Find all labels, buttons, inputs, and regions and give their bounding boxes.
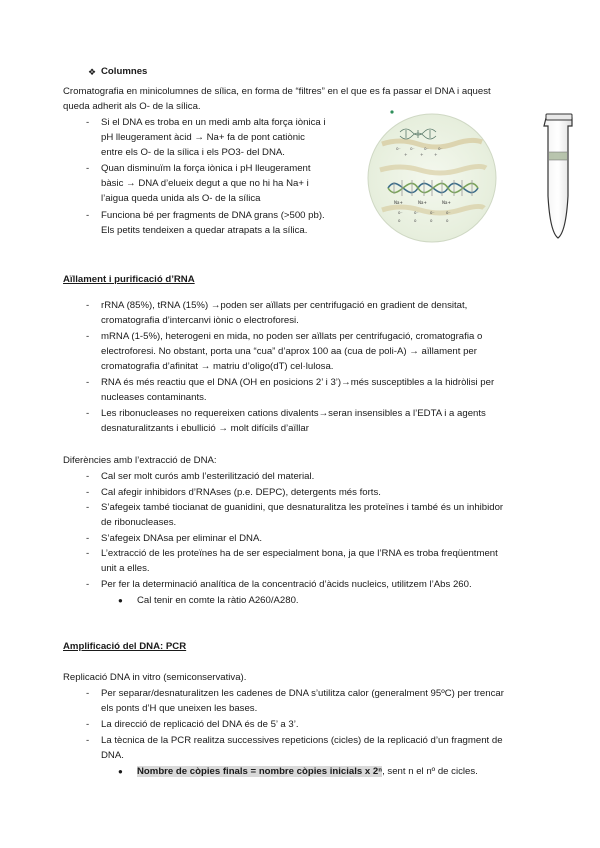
dash-bullet: - [86,719,90,730]
list-item-line: Cal ser molt curós amb l’esterilització del material. [101,471,315,482]
sodium-label: Na+ [394,200,403,205]
svg-text:o: o [446,218,449,223]
list-item-line: de ribonucleases. [101,517,177,528]
list-item-line: l’aigua queda unida als O- de la sílica [101,193,261,204]
list-item-line: Les ribonucleases no requereixen cations divalents→seran insensibles a l’EDTA i a agents [101,408,486,419]
svg-text:o⁻: o⁻ [430,210,435,215]
dash-bullet: - [86,331,90,342]
round-bullet: ● [118,767,123,776]
svg-text:o⁻: o⁻ [438,146,443,151]
list-item-line: cromatografia d’afinitat → matriu d’oligo(dT) cel·lulosa. [101,361,334,372]
dash-bullet: - [86,735,90,746]
section-heading-columnes: Columnes [101,66,148,77]
list-item-line: mRNA (1-5%), heterogeni en mida, no poden ser aïllats per centrifugació, cromatografia o [101,331,483,342]
sub-list-item: Cal tenir en comte la ràtio A260/A280. [137,595,299,606]
svg-text:o⁻: o⁻ [410,146,415,151]
list-item-line: Funciona bé per fragments de DNA grans (>500 pb). [101,210,325,221]
list-item-line: Els petits tendeixen a quedar atrapats a la sílica. [101,225,308,236]
svg-text:+: + [420,152,424,157]
svg-text:o: o [398,218,401,223]
list-item-line: nucleases contaminants. [101,392,207,403]
list-item-line: La tècnica de la PCR realitza successives repeticions (cicles) de la replicació d’un fragment de [101,735,503,746]
paragraph-line: Cromatografia en minicolumnes de sílica, en forma de “filtres” en el que es fa passar el DNA i aquest [63,86,491,97]
formula-line [137,766,478,778]
svg-text:o: o [430,218,433,223]
paragraph-line: Replicació DNA in vitro (semiconservativa). [63,672,247,683]
list-item-line: rRNA (85%), tRNA (15%) →poden ser aïllats per centrifugació en gradient de densitat, [101,300,468,311]
section-heading-pcr: Amplificació del DNA: PCR [63,641,187,652]
paragraph-line: queda adherit als O- de la sílica. [63,101,201,112]
list-item-line: L’extracció de les proteïnes ha de ser especialment bona, ja que l’RNA es troba freqüentment [101,548,498,559]
list-item-line: Si el DNA es troba en un medi amb alta força iònica i [101,117,326,128]
svg-text:o⁻: o⁻ [396,146,401,151]
list-item-line: Per separar/desnaturalitzen les cadenes de DNA s’utilitza calor (generalment 95ºC) per trencar [101,688,504,699]
svg-text:o: o [414,218,417,223]
dash-bullet: - [86,533,90,544]
subsection-heading-diferencies: Diferències amb l’extracció de DNA: [63,455,217,466]
svg-text:o⁻: o⁻ [398,210,403,215]
dash-bullet: - [86,377,90,388]
dash-bullet: - [86,471,90,482]
list-item-line: La direcció de replicació del DNA és de 5’ a 3’. [101,719,299,730]
dash-bullet: - [86,487,90,498]
formula-highlight: Nombre de còpies finals = nombre còpies inicials x 2ⁿ [137,766,383,777]
dash-bullet: - [86,502,90,513]
list-item-line: bàsic → DNA d’elueix degut a que no hi ha Na+ i [101,178,309,189]
list-item-line: cromatografia d’intercanvi iònic o electroforesi. [101,315,299,326]
svg-text:+: + [434,152,438,157]
list-item-line: els ponts d’H que uneixen les bases. [101,703,258,714]
list-item-line: DNA. [101,750,124,761]
four-diamond-icon: ❖ [88,67,97,77]
list-item-line: desnaturalitzants i ebullició → molt difícils d’aïllar [101,423,309,434]
silica-column-illustration [360,100,580,250]
dash-bullet: - [86,210,90,221]
dash-bullet: - [86,300,90,311]
dash-bullet: - [86,163,90,174]
list-item-line: S’afegeix DNAsa per eliminar el DNA. [101,533,263,544]
dash-bullet: - [86,117,90,128]
dash-bullet: - [86,688,90,699]
list-item-line: pH lleugerament àcid → Na+ fa de pont catiònic [101,132,305,143]
dash-bullet: - [86,579,90,590]
dash-bullet: - [86,408,90,419]
svg-text:o⁻: o⁻ [414,210,419,215]
formula-rest: , sent n el nº de cicles. [382,766,478,777]
sodium-label: Na+ [442,200,451,205]
list-item-line: RNA és més reactiu que el DNA (OH en posicions 2’ i 3’)→més susceptibles a la hidròlisi per [101,377,495,388]
list-item-line: Per fer la determinació analítica de la concentració d’àcids nucleics, utilitzem l’Abs 260. [101,579,472,590]
list-item-line: unit a elles. [101,563,150,574]
round-bullet: ● [118,596,123,605]
list-item-line: S’afegeix també tiocianat de guanidini, que desnaturalitza les proteïnes i també és un inhibidor [101,502,504,513]
svg-text:o⁻: o⁻ [446,210,451,215]
section-heading-rna: Aïllament i purificació d’RNA [63,274,195,285]
list-item-line: entre els O- de la sílica i els PO3- del DNA. [101,147,285,158]
list-item-line: electroforesi. No obstant, porta una “cua” d’aprox 100 aa (cua de poli-A) → aïllament per [101,346,477,357]
list-item-line: Quan disminuïm la força iònica i pH lleugerament [101,163,311,174]
svg-text:+: + [404,152,408,157]
sodium-label: Na+ [418,200,427,205]
list-item-line: Cal afegir inhibidors d’RNAses (p.e. DEPC), detergents més forts. [101,487,381,498]
svg-text:o⁻: o⁻ [424,146,429,151]
dash-bullet: - [86,548,90,559]
